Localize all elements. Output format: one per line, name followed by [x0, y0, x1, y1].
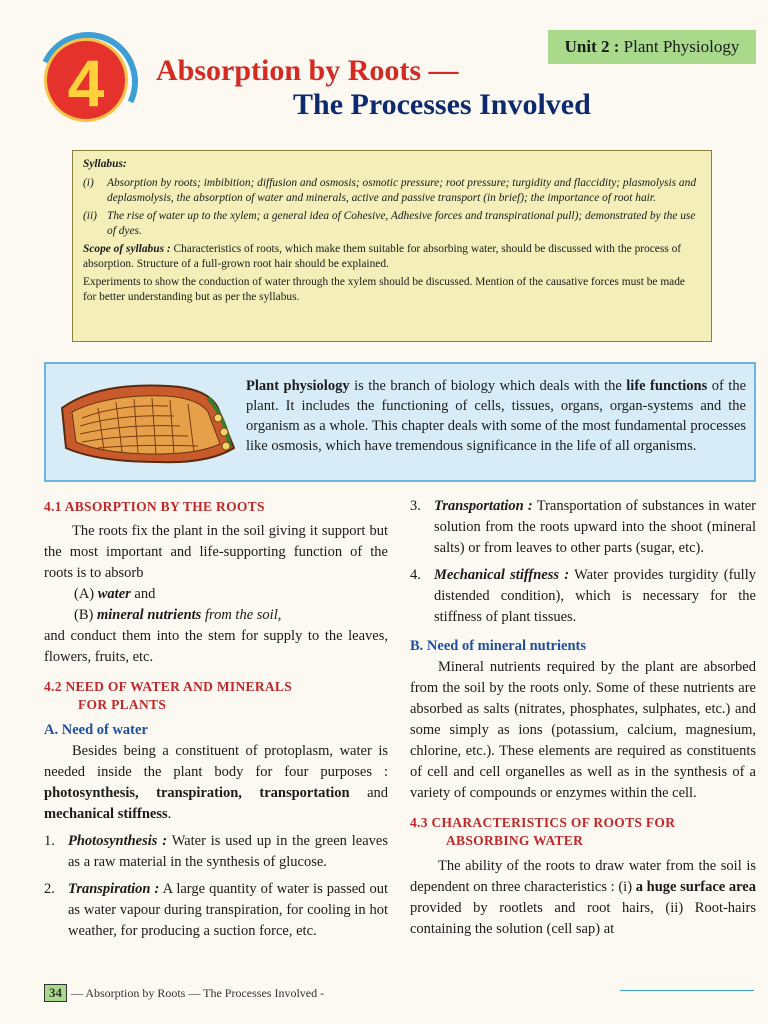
need-of-water-paragraph [44, 741, 388, 825]
item-text: Transportation of substances in water solution from the roots upward into the shoot (mineral salts) or from leaves to other parts (sugar, etc). [434, 498, 756, 556]
syllabus-box [72, 150, 712, 342]
item-text: A large quantity of water is passed out as water vapour during transpiration, for cooling in hot weather, for producing a suction force, etc. [68, 881, 388, 939]
section-heading-line: FOR PLANTS [78, 697, 167, 712]
experiments-note: Experiments to show the conduction of water through the xylem should be discussed. Mention of the causative forces must be made for better understanding but as per the syllabus. [83, 276, 685, 303]
chapter-title-line2: The Processes Involved [293, 88, 591, 121]
intro-text-part: of the plant. It includes the functioning of cells, tissues, organs, organ-systems and the organism as a whole. This chapter deals with some of the most fundamental processes like osmosis, which have tremendous significance in the life of all organisms. [246, 378, 747, 454]
numbered-item [410, 496, 756, 559]
left-column [44, 496, 388, 942]
list-term: water [97, 586, 131, 602]
need-of-minerals-paragraph: Mineral nutrients required by the plant are absorbed from the soil by the roots only. Some of these nutrients are absorbed as salts (nitrates, phosphates, sulphates, etc.) and some simply as ions (potassium, calcium, magnesium, chlorine, etc.). These elements are required as constituents of cell and cell organelles as well as in the synthesis of a variety of compounds or enzymes within the cell. [410, 659, 756, 801]
unit-label: Unit 2 : [564, 37, 620, 56]
bold-term: mechanical stiffness [44, 806, 168, 822]
scope-of-syllabus [83, 242, 701, 272]
item-label: Transportation : [434, 498, 533, 514]
numbered-item [44, 879, 388, 942]
item-number: 4. [410, 567, 421, 583]
list-suffix: from the soil, [201, 607, 282, 623]
numbered-item [44, 831, 388, 873]
bold-term: a huge surface area [635, 879, 756, 895]
section-heading-line: 4.3 CHARACTERISTICS OF ROOTS FOR [410, 815, 676, 830]
list-item [44, 605, 388, 626]
item-number: 3. [410, 498, 421, 514]
section-4-3-heading [410, 814, 756, 850]
item-number: 2. [44, 881, 55, 897]
item-label: Photosynthesis : [68, 833, 168, 849]
item-label: Mechanical stiffness : [434, 567, 570, 583]
need-of-water-heading: A. Need of water [44, 722, 148, 738]
running-title: — Absorption by Roots — The Processes Involved - [71, 986, 325, 1000]
intro-box [44, 362, 756, 482]
syllabus-heading: Syllabus: [83, 158, 127, 170]
footer-rule [620, 990, 754, 991]
list-item [44, 584, 388, 605]
chapter-title-line1: Absorption by Roots — [156, 54, 459, 87]
item-number: 1. [44, 833, 55, 849]
item-label: Transpiration : [68, 881, 160, 897]
section-4-1-paragraph: The roots fix the plant in the soil giving it support but the most important and life-supporting function of the roots is to absorb [44, 523, 388, 581]
intro-text-part: is the branch of biology which deals with the [349, 378, 627, 394]
intro-term: Plant physiology [246, 378, 350, 394]
root-cross-section-illustration [58, 378, 236, 466]
intro-paragraph [246, 376, 746, 456]
right-column [410, 496, 756, 940]
need-of-minerals-heading: B. Need of mineral nutrients [410, 638, 586, 654]
paragraph-text: Besides being a constituent of protoplasm, water is needed inside the plant body for four purposes : [44, 743, 388, 780]
section-4-2-heading [44, 678, 388, 714]
section-4-3-paragraph [410, 856, 756, 940]
list-label: (A) [74, 586, 95, 602]
list-suffix: and [130, 586, 156, 602]
page-footer [44, 984, 324, 1002]
unit-name: Plant Physiology [623, 37, 740, 56]
section-heading-line: 4.2 NEED OF WATER AND MINERALS [44, 679, 293, 694]
numbered-item [410, 565, 756, 628]
intro-term: life functions [626, 378, 708, 394]
paragraph-text: . [167, 806, 172, 822]
chapter-number-badge: 4 [44, 38, 128, 122]
paragraph-text: provided by rootlets and root hairs, (ii) Root-hairs containing the solution (cell sap) at [410, 900, 756, 937]
section-heading-line: ABSORBING WATER [446, 833, 584, 848]
section-4-1-heading: 4.1 ABSORPTION BY THE ROOTS [44, 499, 265, 514]
paragraph-text: and [349, 785, 388, 801]
list-label: (B) [74, 607, 94, 623]
bold-term: photosynthesis, transpiration, transportation [44, 785, 350, 801]
unit-tag [548, 30, 756, 64]
syllabus-item-number: (ii) [83, 210, 97, 222]
syllabus-item [83, 209, 701, 239]
syllabus-item-number: (i) [83, 177, 94, 189]
syllabus-item-text: The rise of water up to the xylem; a general idea of Cohesive, Adhesive forces and transpirational pull); demonstrated by the use of dyes. [107, 210, 696, 237]
list-term: mineral nutrients [96, 607, 202, 623]
item-text: Water provides turgidity (fully distended condition), which is necessary for the stiffness of plant tissues. [434, 567, 756, 625]
section-4-1-paragraph-continued: and conduct them into the stem for supply to the leaves, flowers, fruits, etc. [44, 628, 388, 665]
page-number: 34 [44, 984, 67, 1002]
syllabus-item-text: Absorption by roots; imbibition; diffusion and osmosis; osmotic pressure; root pressure; turgidity and flaccidity; plasmolysis and deplasmolysis, the absorption of water and minerals, active and passive transport (in brief); the importance of root hair. [107, 177, 697, 204]
paragraph-text: The ability of the roots to draw water from the soil is dependent on three characteristics : (i) [410, 858, 756, 895]
scope-text: Characteristics of roots, which make them suitable for absorbing water, should be discussed with the process of absorption. Structure of a full-grown root hair should be explained. [83, 243, 682, 270]
syllabus-item [83, 176, 701, 206]
item-text: Water is used up in the green leaves as a raw material in the synthesis of glucose. [68, 833, 388, 870]
scope-label: Scope of syllabus : [83, 243, 171, 255]
